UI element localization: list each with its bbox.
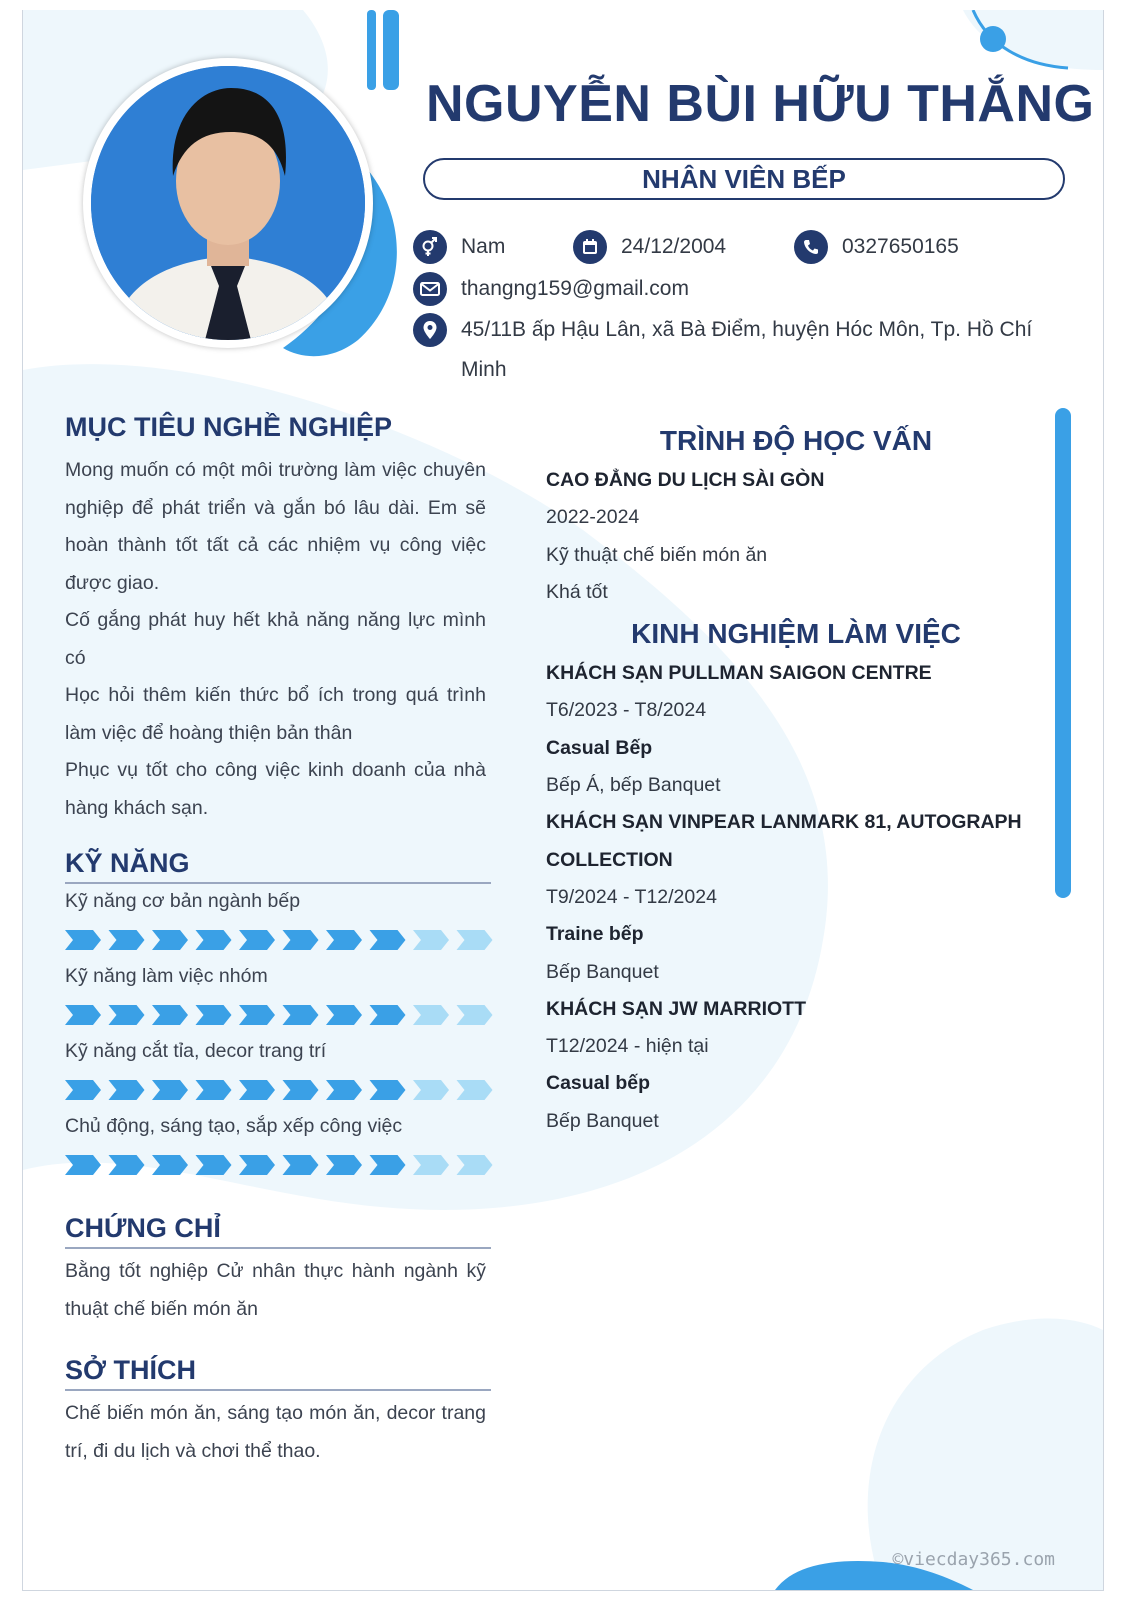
candidate-name: NGUYỄN BÙI HỮU THẮNG <box>426 75 1095 133</box>
rating-chevron-filled <box>370 1155 406 1175</box>
job-position: Casual Bếp <box>546 736 653 759</box>
resume-page <box>22 10 1104 1591</box>
gender-value: Nam <box>461 235 506 258</box>
education-years: 2022-2024 <box>546 506 640 529</box>
job-period: T6/2023 - T8/2024 <box>546 699 707 722</box>
email-row <box>413 272 689 306</box>
rating-chevron-filled <box>152 930 188 950</box>
rating-chevron-filled <box>326 1155 362 1175</box>
address-row <box>413 313 1032 390</box>
rating-chevron-filled <box>326 1005 362 1025</box>
phone-value: 0327650165 <box>842 235 959 258</box>
objective-paragraph: Phục vụ tốt cho công việc kinh doanh của nhà hàng khách sạn. <box>65 759 486 819</box>
rating-chevron-filled <box>283 930 319 950</box>
skill-label: Chủ động, sáng tạo, sắp xếp công việc <box>65 1115 403 1137</box>
hobbies-text: Chế biến món ăn, sáng tạo món ăn, decor trang trí, đi du lịch và chơi thể thao. <box>65 1402 486 1462</box>
phone-row <box>794 230 959 264</box>
calendar-icon <box>573 230 607 264</box>
rating-chevron-empty <box>457 1080 493 1100</box>
portrait-illustration <box>91 66 365 340</box>
rating-chevron-filled <box>326 1080 362 1100</box>
rating-chevron-filled <box>196 1005 232 1025</box>
rating-chevron-filled <box>109 1005 145 1025</box>
skill-rating-bar <box>65 1155 495 1177</box>
job-position: Casual bếp <box>546 1072 651 1095</box>
rating-chevron-filled <box>370 930 406 950</box>
job-period: T12/2024 - hiện tại <box>546 1035 709 1058</box>
job-detail: Bếp Á, bếp Banquet <box>546 774 721 797</box>
certificates-title: CHỨNG CHỈ <box>65 1213 221 1243</box>
rating-chevron-empty <box>413 1080 449 1100</box>
job-detail: Bếp Banquet <box>546 1109 659 1132</box>
rating-chevron-filled <box>65 1155 101 1175</box>
job-position: Traine bếp <box>546 923 644 946</box>
job-company: KHÁCH SẠN PULLMAN SAIGON CENTRE <box>546 662 932 685</box>
hobbies-divider <box>65 1389 491 1391</box>
skills-divider <box>65 882 491 884</box>
watermark: ©viecday365.com <box>892 1549 1055 1570</box>
rating-chevron-empty <box>413 1005 449 1025</box>
skill-label: Kỹ năng cơ bản ngành bếp <box>65 890 301 912</box>
gender-icon <box>413 230 447 264</box>
objective-paragraph: Học hỏi thêm kiến thức bổ ích trong quá trình làm việc để hoàng thiện bản thân <box>65 684 486 744</box>
phone-icon <box>794 230 828 264</box>
education-title: TRÌNH ĐỘ HỌC VẤN <box>659 425 933 456</box>
education-grade: Khá tốt <box>546 580 608 603</box>
rating-chevron-filled <box>152 1005 188 1025</box>
skill-label: Kỹ năng cắt tỉa, decor trang trí <box>65 1040 327 1062</box>
rating-chevron-filled <box>370 1005 406 1025</box>
job-company-continued: COLLECTION <box>546 848 673 871</box>
experience-title: KINH NGHIỆM LÀM VIỆC <box>631 618 961 650</box>
education-major: Kỹ thuật chế biến món ăn <box>546 543 768 566</box>
certificates-divider <box>65 1247 491 1249</box>
rating-chevron-filled <box>196 1155 232 1175</box>
profile-photo <box>91 66 365 340</box>
objective-paragraph: Cố gắng phát huy hết khả năng năng lực mình có <box>65 609 486 669</box>
location-pin-icon <box>413 313 447 347</box>
rating-chevron-filled <box>196 930 232 950</box>
objective-text <box>65 452 486 827</box>
rating-chevron-filled <box>283 1005 319 1025</box>
rating-chevron-filled <box>109 1080 145 1100</box>
rating-chevron-filled <box>239 930 275 950</box>
rating-chevron-filled <box>65 1080 101 1100</box>
rating-chevron-filled <box>239 1155 275 1175</box>
rating-chevron-filled <box>239 1080 275 1100</box>
rating-chevron-empty <box>413 1155 449 1175</box>
objective-paragraph: Mong muốn có một môi trường làm việc chuyên nghiệp để phát triển và gắn bó lâu dài. Em sẽ hoàn thành tốt tất cả các nhiệm vụ công việc được giao. <box>65 459 486 594</box>
rating-chevron-filled <box>239 1005 275 1025</box>
certificates-text: Bằng tốt nghiệp Cử nhân thực hành ngành kỹ thuật chế biến món ăn <box>65 1260 486 1320</box>
rating-chevron-empty <box>457 1005 493 1025</box>
skill-rating-bar <box>65 1080 495 1102</box>
email-value: thangng159@gmail.com <box>461 277 689 300</box>
job-period: T9/2024 - T12/2024 <box>546 885 717 908</box>
gender-row <box>413 230 505 264</box>
dob-row <box>573 230 726 264</box>
objective-title: MỤC TIÊU NGHỀ NGHIỆP <box>65 412 393 442</box>
job-company: KHÁCH SẠN VINPEAR LANMARK 81, AUTOGRAPH <box>546 811 1022 834</box>
rating-chevron-empty <box>413 930 449 950</box>
rating-chevron-filled <box>370 1080 406 1100</box>
skill-rating-bar <box>65 1005 495 1027</box>
rating-chevron-filled <box>65 930 101 950</box>
profile-photo-frame <box>83 58 373 348</box>
rating-chevron-filled <box>283 1155 319 1175</box>
rating-chevron-filled <box>283 1080 319 1100</box>
rating-chevron-filled <box>326 930 362 950</box>
hobbies-title: SỞ THÍCH <box>65 1355 197 1385</box>
rating-chevron-filled <box>109 930 145 950</box>
rating-chevron-filled <box>152 1080 188 1100</box>
address-line-1: 45/11B ấp Hậu Lân, xã Bà Điểm, huyện Hóc Môn, Tp. Hồ Chí <box>461 318 1033 341</box>
right-column <box>546 420 1046 1140</box>
rating-chevron-empty <box>457 930 493 950</box>
dob-value: 24/12/2004 <box>621 235 727 258</box>
skills-title: KỸ NĂNG <box>65 848 190 878</box>
job-title-badge: NHÂN VIÊN BẾP <box>423 158 1065 200</box>
rating-chevron-empty <box>457 1155 493 1175</box>
job-detail: Bếp Banquet <box>546 960 659 983</box>
skill-label: Kỹ năng làm việc nhóm <box>65 965 268 987</box>
rating-chevron-filled <box>109 1155 145 1175</box>
education-school: CAO ĐẲNG DU LỊCH SÀI GÒN <box>546 469 825 491</box>
email-icon <box>413 272 447 306</box>
job-company: KHÁCH SẠN JW MARRIOTT <box>546 997 806 1020</box>
rating-chevron-filled <box>65 1005 101 1025</box>
address-line-2: Minh <box>461 358 507 381</box>
rating-chevron-filled <box>152 1155 188 1175</box>
rating-chevron-filled <box>196 1080 232 1100</box>
skill-rating-bar <box>65 930 495 952</box>
